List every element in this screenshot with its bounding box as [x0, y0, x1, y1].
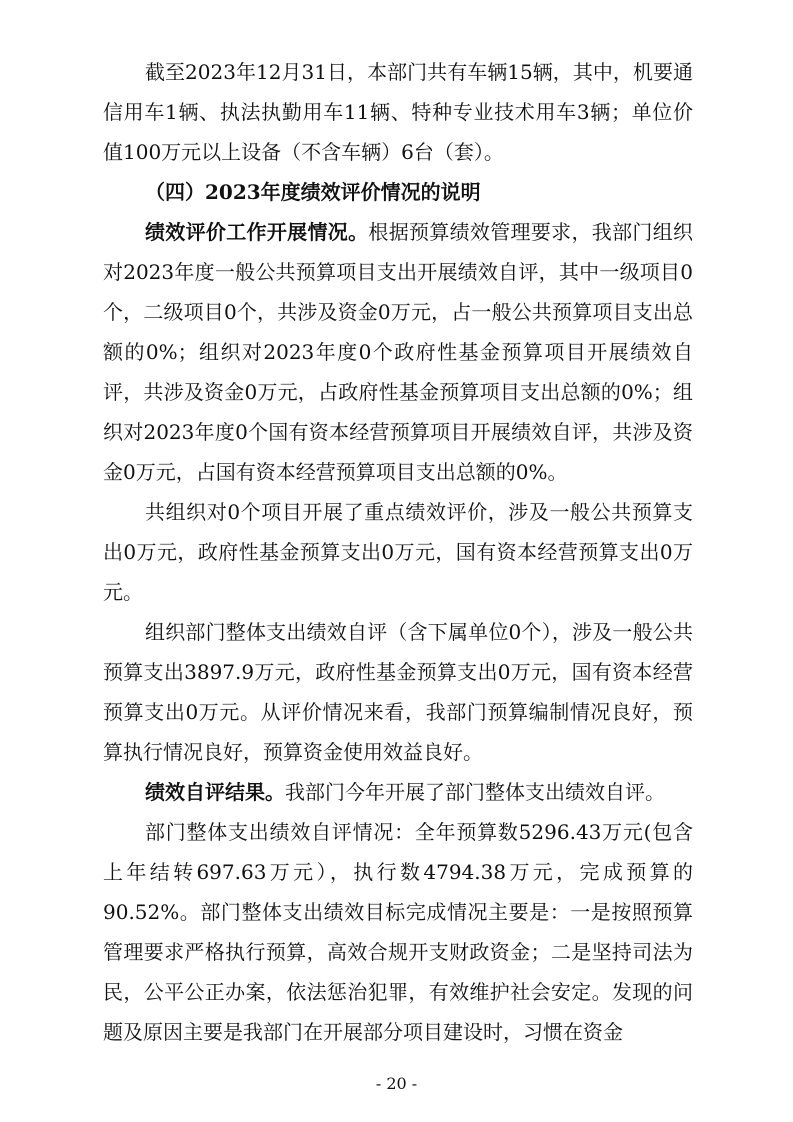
- page-number: - 20 -: [375, 1074, 418, 1093]
- paragraph-lead-evaluation-work: 绩效评价工作开展情况。: [145, 220, 369, 244]
- paragraph-text-self-evaluation-result: 我部门今年开展了部门整体支出绩效自评。: [285, 780, 665, 804]
- paragraph-vehicles: 截至2023年12月31日，本部门共有车辆15辆，其中，机要通信用车1辆、执法执勤用车11辆、特种专业技术用车3辆；单位价值100万元以上设备（不含车辆）6台（套）。: [103, 60, 693, 164]
- paragraph-evaluation-work: [103, 212, 693, 492]
- paragraph-self-evaluation-detail: 部门整体支出绩效自评情况：全年预算数5296.43万元(包含上年结转697.63万元），执行数4794.38万元，完成预算的90.52%。部门整体支出绩效目标完成情况主要是：一是按照预算管理要求严格执行预算，高效合规开支财政资金；二是坚持司法为民，公平公正办案，依法惩治犯罪，有效维护社会安定。发现的问题及原因主要是我部门在开展部分项目建设时，习惯在资金: [103, 820, 693, 1044]
- paragraph-self-evaluation-result: [103, 772, 693, 812]
- paragraph-overall-self-evaluation: 组织部门整体支出绩效自评（含下属单位0个），涉及一般公共预算支出3897.9万元，政府性基金预算支出0万元，国有资本经营预算支出0万元。从评价情况来看，我部门预算编制情况良好，预算执行情况良好，预算资金使用效益良好。: [103, 620, 693, 764]
- section-heading: （四）2023年度绩效评价情况的说明: [145, 180, 481, 204]
- paragraph-text-evaluation-work: 根据预算绩效管理要求，我部门组织对2023年度一般公共预算项目支出开展绩效自评，其中一级项目0个，二级项目0个，共涉及资金0万元，占一般公共预算项目支出总额的0%；组织对2023年度0个政府性基金预算项目开展绩效自评，共涉及资金0万元，占政府性基金预算项目支出总额的0%；组织对2023年度0个国有资本经营预算项目开展绩效自评，共涉及资金0万元，占国有资本经营预算项目支出总额的0%。: [103, 220, 694, 484]
- paragraph-lead-self-evaluation-result: 绩效自评结果。: [145, 780, 285, 804]
- paragraph-key-evaluation: 共组织对0个项目开展了重点绩效评价，涉及一般公共预算支出0万元，政府性基金预算支出0万元，国有资本经营预算支出0万元。: [103, 500, 693, 604]
